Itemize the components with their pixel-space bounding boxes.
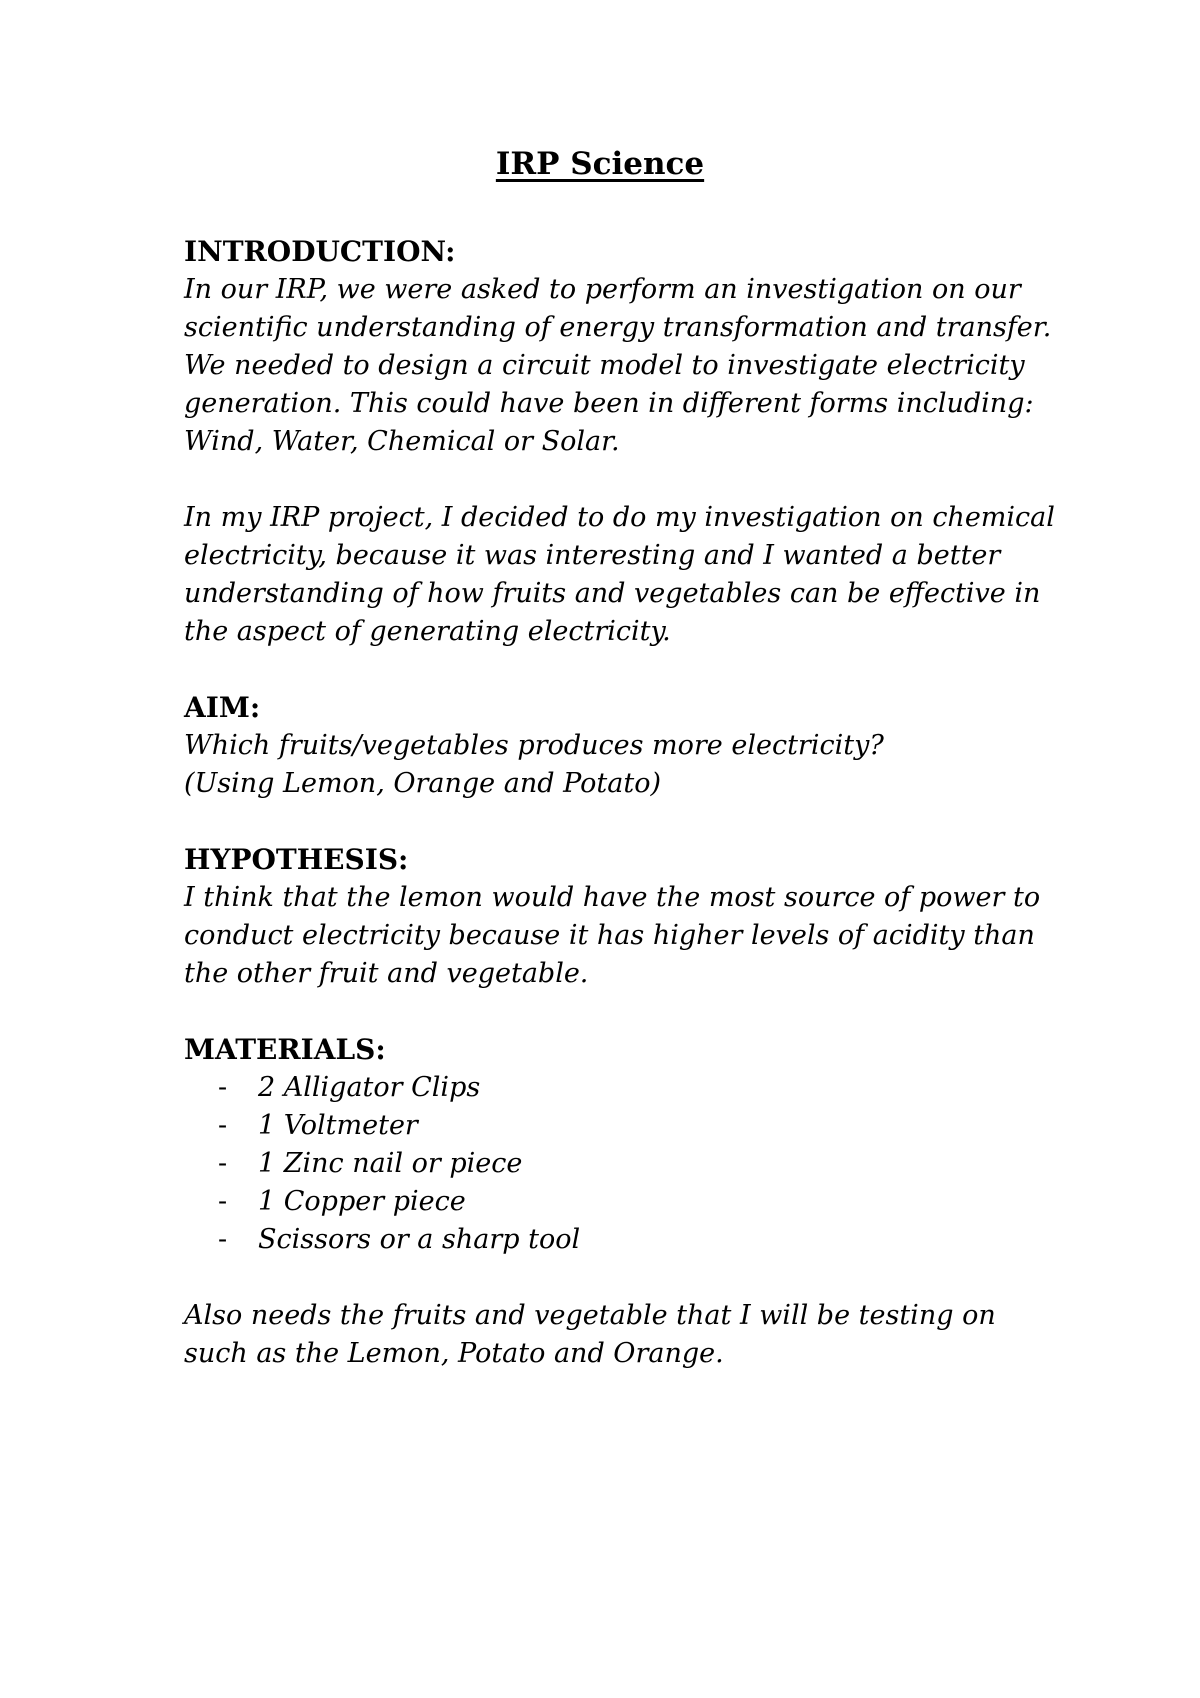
list-item (218, 1183, 1064, 1221)
materials-list (184, 1069, 1064, 1259)
aim-subjects: (Using Lemon, Orange and Potato) (184, 768, 661, 799)
material-item: 2 Alligator Clips (258, 1072, 481, 1103)
spacer (184, 993, 1064, 1031)
material-item: 1 Zinc nail or piece (258, 1148, 523, 1179)
list-item (218, 1145, 1064, 1183)
aim-heading: AIM: (184, 691, 261, 724)
spacer (184, 461, 1064, 499)
material-item: 1 Copper piece (258, 1186, 466, 1217)
introduction-heading: INTRODUCTION: (184, 235, 456, 268)
aim-question: Which fruits/vegetables produces more electricity? (184, 730, 884, 761)
document-body (184, 233, 1064, 1373)
materials-note: Also needs the fruits and vegetable that I will be testing on such as the Lemon, Potato and Orange. (184, 1300, 996, 1369)
hypothesis-heading: HYPOTHESIS: (184, 843, 409, 876)
list-bullet: - (218, 1110, 228, 1141)
list-bullet: - (218, 1072, 228, 1103)
list-item (218, 1221, 1064, 1259)
list-bullet: - (218, 1148, 228, 1179)
list-item (218, 1107, 1064, 1145)
list-item (218, 1069, 1064, 1107)
list-bullet: - (218, 1224, 228, 1255)
introduction-paragraph-2: In my IRP project, I decided to do my investigation on chemical electricity, because it was interesting and I wanted a better understanding of how fruits and vegetables can be effective in the aspect of generating electricity. (184, 502, 1055, 647)
spacer (184, 1259, 1064, 1297)
materials-heading: MATERIALS: (184, 1033, 386, 1066)
material-item: 1 Voltmeter (258, 1110, 418, 1141)
spacer (184, 803, 1064, 841)
document-title: IRP Science (495, 146, 705, 182)
introduction-paragraph-1: In our IRP, we were asked to perform an investigation on our scientific understanding of energy transformation and transfer. We needed to design a circuit model to investigate electricity generation. This could have been in different forms including: Wind, Water, Chemical or Solar. (184, 274, 1052, 457)
spacer (184, 651, 1064, 689)
list-bullet: - (218, 1186, 228, 1217)
hypothesis-text: I think that the lemon would have the most source of power to conduct electricity because it has higher levels of acidity than the other fruit and vegetable. (184, 882, 1041, 989)
material-item: Scissors or a sharp tool (258, 1224, 581, 1255)
